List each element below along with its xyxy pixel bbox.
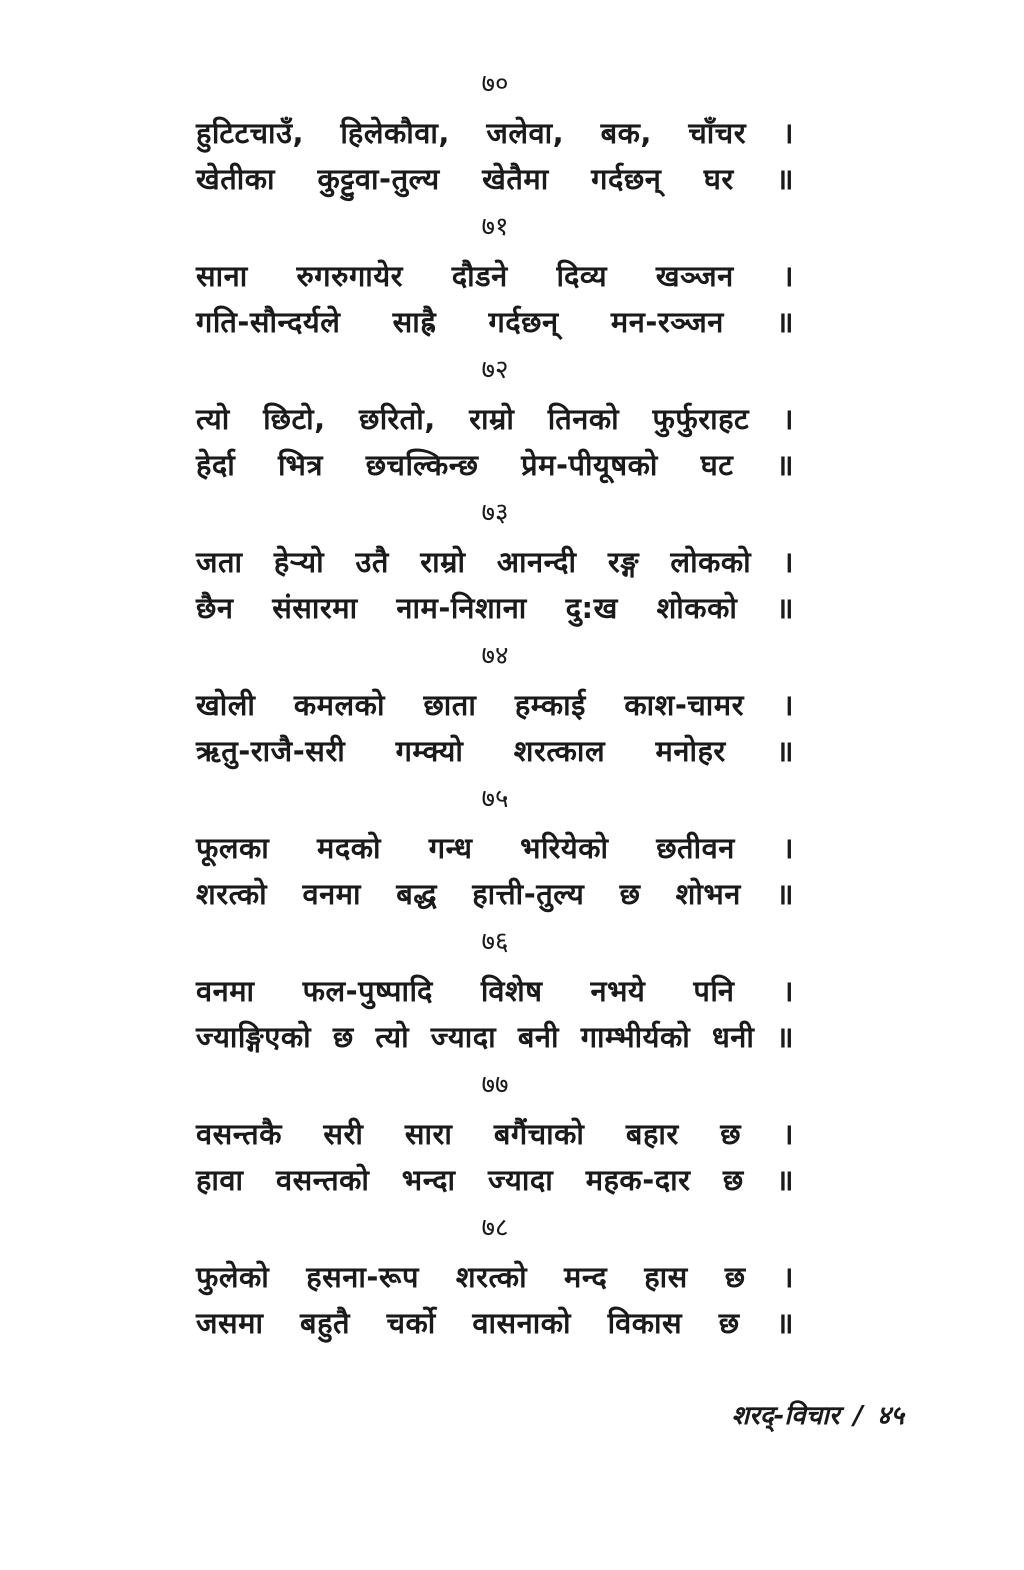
- stanza: [196, 1206, 794, 1349]
- verse-line: त्यो छिटो, छरितो, राम्रो तिनको फुर्फुराहट ।: [196, 402, 794, 436]
- verse-line: खेतीका कुट्टुवा-तुल्य खेतैमा गर्दछन् घर ॥: [196, 162, 794, 196]
- verse-line: फूलका मदको गन्ध भरियेको छतीवन ।: [196, 831, 794, 865]
- stanza-number: ७६: [481, 927, 509, 957]
- stanza: [196, 777, 794, 920]
- verse-line: साना रुगरुगायेर दौडने दिव्य खञ्जन ।: [196, 259, 794, 293]
- stanza: [196, 348, 794, 491]
- poem-body: [196, 62, 794, 1349]
- verse-line: जता हेऱ्यो उतै राम्रो आनन्दी रङ्ग लोकको ।: [196, 545, 794, 579]
- stanza: [196, 1063, 794, 1206]
- verse-line: हुटिटचाउँ, हिलेकौवा, जलेवा, बक, चाँचर ।: [196, 116, 794, 150]
- stanza-number: ७७: [481, 1070, 509, 1100]
- page-footer: [731, 1396, 904, 1436]
- stanza-number: ७३: [481, 498, 509, 528]
- stanza: [196, 491, 794, 634]
- stanza: [196, 205, 794, 348]
- verse-line: वसन्तकै सरी सारा बगैंचाको बहार छ ।: [196, 1117, 794, 1151]
- verse-line: हावा वसन्तको भन्दा ज्यादा महक-दार छ ॥: [196, 1163, 794, 1197]
- stanza: [196, 920, 794, 1063]
- verse-line: शरत्को वनमा बद्ध हात्ती-तुल्य छ शोभन ॥: [196, 877, 794, 911]
- running-title: शरद्-विचार: [731, 1401, 840, 1431]
- stanza: [196, 62, 794, 205]
- stanza-number: ७१: [481, 212, 509, 242]
- verse-line: ज्याङ्गिएको छ त्यो ज्यादा बनी गाम्भीर्यको धनी ॥: [196, 1020, 794, 1054]
- verse-line: जसमा बहुतै चर्को वासनाको विकास छ ॥: [196, 1306, 794, 1340]
- verse-line: वनमा फल-पुष्पादि विशेष नभये पनि ।: [196, 974, 794, 1008]
- stanza-number: ७४: [481, 641, 509, 671]
- verse-line: छैन संसारमा नाम-निशाना दु:ख शोकको ॥: [196, 591, 794, 625]
- stanza-number: ७८: [481, 1213, 509, 1243]
- verse-line: फुलेको हसना-रूप शरत्को मन्द हास छ ।: [196, 1260, 794, 1294]
- footer-separator: /: [853, 1401, 863, 1431]
- stanza-number: ७५: [481, 784, 509, 814]
- verse-line: हेर्दा भित्र छचल्किन्छ प्रेम-पीयूषको घट ॥: [196, 448, 794, 482]
- verse-line: खोली कमलको छाता हम्काई काश-चामर ।: [196, 688, 794, 722]
- stanza-number: ७२: [481, 355, 509, 385]
- verse-line: गति-सौन्दर्यले साह्रै गर्दछन् मन-रञ्जन ॥: [196, 305, 794, 339]
- stanza: [196, 634, 794, 777]
- verse-line: ऋतु-राजै-सरी गम्क्यो शरत्काल मनोहर ॥: [196, 734, 794, 768]
- page-number: ४५: [876, 1401, 904, 1431]
- stanza-number: ७०: [481, 69, 509, 99]
